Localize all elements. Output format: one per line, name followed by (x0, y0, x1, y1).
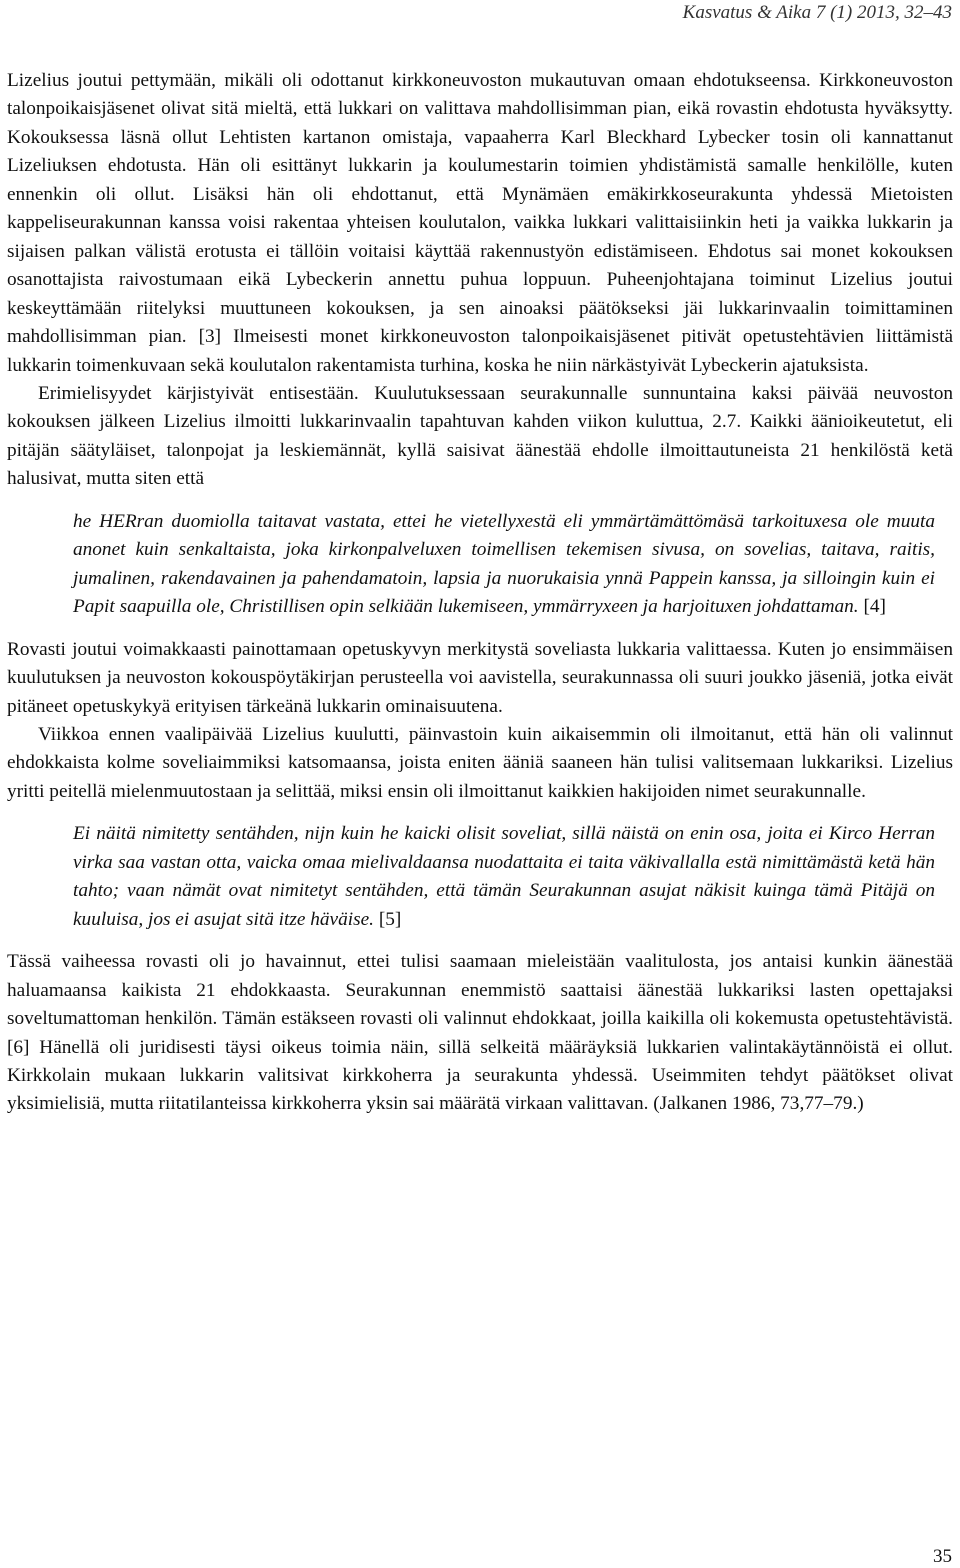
block-quote-1-reference: [4] (863, 596, 886, 618)
running-header: Kasvatus & Aika 7 (1) 2013, 32–43 (682, 2, 952, 23)
paragraph-3: Rovasti joutui voimakkaasti painottamaan opetuskyvyn merkitystä soveliasta lukkaria valittaessa. Kuten jo ensimmäisen kuulutuksen ja neuvoston kokouspöytäkirjan perusteella voi aavistella, seurakunnassa oli suuri joukko jäseniä, jotka eivät pitäneet opetuskykyä erityisen tärkeänä lukkarin ominaisuutena. (7, 638, 953, 717)
paragraph-1: Lizelius joutui pettymään, mikäli oli odottanut kirkkoneuvoston mukautuvan omaan ehdotukseensa. Kirkkoneuvoston talonpoikaisjäsenet olivat sitä mieltä, että lukkari on valittava mahdollisimman pian, eikä rovastin ehdotusta hyväksytty. Kokouksessa läsnä ollut Lehtisten kartanon omistaja, vapaaherra Karl Bleckhard Lybecker tosin oli kannattanut Lizeliuksen ehdotusta. Hän oli esittänyt lukkarin ja koulumestarin toimien yhdistämistä samalle henkilölle, kuten ennenkin oli ollut. Lisäksi hän oli ehdottanut, että Mynämäen emäkirkkoseurakunta yhdessä Mietoisten kappeliseurakunnan kanssa voisi rakentaa yhteisen koulutalon, vaikka lukkari valittaisiinkin heti ja vaikka lukkarin ja sijaisen palkan välistä erotusta ei tällöin voitaisi käyttää rakennustyön edistämiseen. Ehdotus sai monet kokouksen osanottajista raivostumaan eikä Lybeckerin annettu puhua loppuun. Puheenjohtajana toiminut Lizelius joutui keskeyttämään riitelyksi muuttuneen kokouksen, ja sen ainoaksi päätökseksi jäi lukkarinvaalin toimittaminen mahdollisimman pian. [3] Ilmeisesti monet kirkkoneuvoston talonpoikaisjäsenet pitivät opetustehtävien liittämistä lukkarin toimenkuvaan sekä koulutalon rakentamista turhina, koska he niin närkästyivät Lybeckerin ajatuksista. (7, 70, 953, 376)
block-quote-2-text: Ei näitä nimitetty sentähden, nijn kuin he kaicki olisit soveliat, sillä näistä on enin osa, joita ei Kirco Herran virka saa vastan otta, vaicka omaa mielivaldaansa nuodattaita ei taita väkivallalla estä nimittämästä ketä hän tahto; vaan nämät ovat nimitetyt sentähden, että tämän Seurakunnan asujat näkisit kuinga tämä Pitäjä on kuuluisa, jos ei asujat sitä itze häväise. (73, 823, 935, 930)
block-quote-1 (73, 508, 935, 622)
article-body (7, 67, 953, 1119)
paragraph-5: Tässä vaiheessa rovasti oli jo havainnut, ettei tulisi saamaan mieleistään vaalitulosta, jos antaisi kunkin äänestää haluamaansa kaikista 21 ehdokkaasta. Seurakunnan enemmistö saattaisi äänestää lukkariksi lasten opettajaksi soveltumattoman henkilön. Tämän estäkseen rovasti oli valinnut ehdokkaat, joilla kaikilla oli kokemusta opetustehtävistä. [6] Hänellä oli juridisesti täysi oikeus toimia näin, sillä selkeitä määräyksiä lukkarien valintakäytännöistä ei ollut. Kirkkolain mukaan lukkarin valitsivat kirkkoherra ja seurakunta yhdessä. Useimmiten tehdyt päätökset olivat yksimielisiä, mutta riitatilanteissa kirkkoherra yksin sai määrätä virkaan valittavan. (Jalkanen 1986, 73,77–79.) (7, 951, 953, 1115)
paragraph-4: Viikkoa ennen vaalipäivää Lizelius kuulutti, päinvastoin kuin aikaisemmin oli ilmoitanut, että hän oli valinnut ehdokkaista kolme soveliaimmiksi katsomaansa, joista eniten ääniä saaneen hän tulisi valitsemaan lukkariksi. Lizelius yritti peitellä mielenmuutostaan ja selittää, miksi ensin oli ilmoittanut kaikkien hakijoiden nimet seurakunnalle. (7, 723, 953, 802)
paragraph-2: Erimielisyydet kärjistyivät entisestään. Kuulutuksessaan seurakunnalle sunnuntaina kaksi päivää neuvoston kokouksen jälkeen Lizelius ilmoitti lukkarinvaalin tapahtuvan kahden viikon kuluttua, 2.7. Kaikki äänioikeutetut, eli pitäjän säätyläiset, talonpojat ja leskiemännät, kyllä saisivat äänestää ehdolle ilmoittautuneista 21 henkilöstä ketä halusivat, mutta siten että (7, 382, 953, 490)
page-number: 35 (933, 1546, 952, 1567)
block-quote-2 (73, 820, 935, 934)
block-quote-2-reference: [5] (378, 908, 402, 930)
block-quote-1-text: he HERran duomiolla taitavat vastata, ettei he vietellyxestä eli ymmärtämättömäsä tarkoituxesa ole muuta anonet kuin senkaltaista, joka kirkonpalveluxen toimellisen tekemisen sivusa, on sovelias, taitava, raitis, jumalinen, rakendavainen ja pahendamatoin, lapsia ja nuorukaisia ynnä Pappein kanssa, ja silloingin kuin ei Papit saapuilla ole, Christillisen opin selkiään lukemiseen, ymmärryxeen ja harjoituxen johdattaman. (73, 510, 935, 618)
